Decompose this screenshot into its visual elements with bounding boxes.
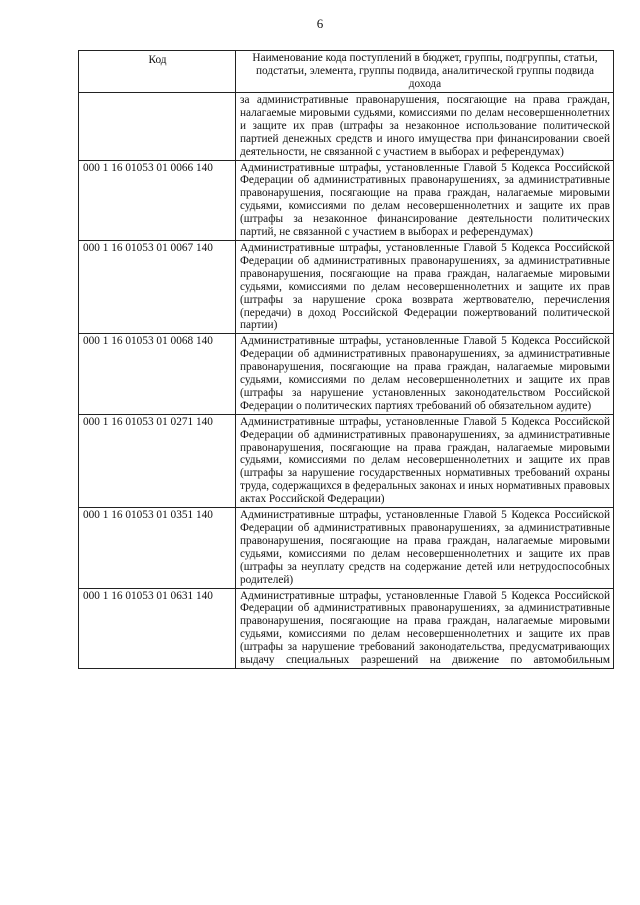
header-code: Код <box>79 51 236 93</box>
code-cell: 000 1 16 01053 01 0067 140 <box>79 240 236 333</box>
table-row <box>79 160 614 240</box>
description-cell: Административные штрафы, установленные Главой 5 Кодекса Российской Федерации об административных правонарушениях, за административные правонарушения, посягающие на права граждан, налагаемые мировыми судьями, комиссиями по делам несовершеннолетних и защите их прав (штрафы за неуплату средств на содержание детей или нетрудоспособных родителей) <box>236 508 614 588</box>
table-row <box>79 414 614 507</box>
code-cell: 000 1 16 01053 01 0066 140 <box>79 160 236 240</box>
description-cell: Административные штрафы, установленные Главой 5 Кодекса Российской Федерации об административных правонарушениях, за административные правонарушения, посягающие на права граждан, налагаемые мировыми судьями, комиссиями по делам несовершеннолетних и защите их прав (штрафы за незаконное финансирование деятельности политических партий, не связанной с участием в выборах и референдумах) <box>236 160 614 240</box>
table-row <box>79 240 614 333</box>
table-row <box>79 588 614 668</box>
table-row <box>79 93 614 161</box>
description-cell: Административные штрафы, установленные Главой 5 Кодекса Российской Федерации об административных правонарушениях, за административные правонарушения, посягающие на права граждан, налагаемые мировыми судьями, комиссиями по делам несовершеннолетних и защите их прав (штрафы за нарушение установленных законодательством Российской Федерации о политических партиях требований об обязательном аудите) <box>236 334 614 414</box>
code-cell: 000 1 16 01053 01 0271 140 <box>79 414 236 507</box>
header-name: Наименование кода поступлений в бюджет, группы, подгруппы, статьи, подстатьи, элемента, группы подвида, аналитической группы подвида дохода <box>236 51 614 93</box>
description-cell: Административные штрафы, установленные Главой 5 Кодекса Российской Федерации об административных правонарушениях, за административные правонарушения, посягающие на права граждан, налагаемые мировыми судьями, комиссиями по делам несовершеннолетних и защите их прав (штрафы за нарушение срока возврата жертвователю, перечисления (передачи) в доход Российской Федерации пожертвований политической партии) <box>236 240 614 333</box>
code-cell: 000 1 16 01053 01 0631 140 <box>79 588 236 668</box>
revenue-codes-table <box>78 50 614 669</box>
code-cell <box>79 93 236 161</box>
code-cell: 000 1 16 01053 01 0068 140 <box>79 334 236 414</box>
table-row <box>79 508 614 588</box>
code-cell: 000 1 16 01053 01 0351 140 <box>79 508 236 588</box>
table-row <box>79 334 614 414</box>
table-header-row <box>79 51 614 93</box>
description-cell: Административные штрафы, установленные Главой 5 Кодекса Российской Федерации об административных правонарушениях, за административные правонарушения, посягающие на права граждан, налагаемые мировыми судьями, комиссиями по делам несовершеннолетних и защите их прав (штрафы за нарушение государственных нормативных требований охраны труда, содержащихся в федеральных законах и иных нормативных правовых актах Российской Федерации) <box>236 414 614 507</box>
description-cell: Административные штрафы, установленные Главой 5 Кодекса Российской Федерации об административных правонарушениях, за административные правонарушения, посягающие на права граждан, налагаемые мировыми судьями, комиссиями по делам несовершеннолетних и защите их прав (штрафы за нарушение требований законодательства, предусматривающих выдачу специальных разрешений на движение по автомобильным <box>236 588 614 668</box>
description-cell: за административные правонарушения, посягающие на права граждан, налагаемые мировыми судьями, комиссиями по делам несовершеннолетних и защите их прав (штрафы за незаконное использование политической партией денежных средств и иного имущества при финансировании своей деятельности, не связанной с участием в выборах и референдумах) <box>236 93 614 161</box>
page-number: 6 <box>316 16 324 31</box>
